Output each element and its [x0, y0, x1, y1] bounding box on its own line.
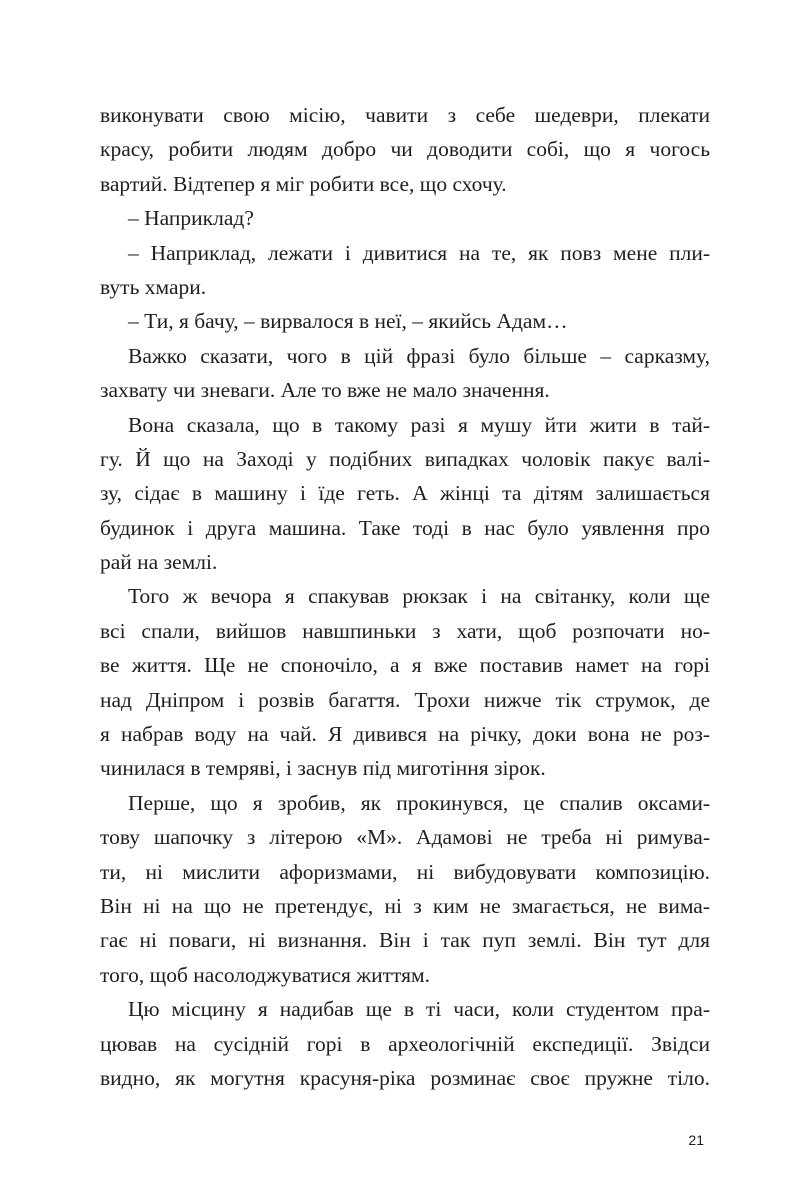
- text-line: над Дніпром і розвів багаття. Трохи нижче тік струмок, де: [100, 687, 710, 712]
- text-line: гає ні поваги, ні визнання. Він і так пуп землі. Він тут для: [100, 928, 710, 953]
- text-line: рай на землі.: [100, 550, 218, 575]
- text-line: зу, сідає в машину і їде геть. А жінці та дітям залишається: [100, 481, 710, 506]
- text-line: гу. Й що на Заході у подібних випадках чоловік пакує валі-: [100, 446, 710, 471]
- text-line: ти, ні мислити афоризмами, ні вибудовувати композицію.: [100, 859, 710, 884]
- text-line: всі спали, вийшов навшпиньки з хати, щоб розпочати но-: [100, 618, 710, 643]
- text-line: цював на сусідній горі в археологічній експедиції. Звідси: [100, 1031, 710, 1056]
- text-line: ве життя. Ще не споночіло, а я вже поставив намет на горі: [100, 653, 710, 678]
- text-line: того, щоб насолоджуватися життям.: [100, 962, 431, 987]
- text-line: Цю місцину я надибав ще в ті часи, коли студентом пра-: [128, 997, 710, 1022]
- text-line: Вона сказала, що в такому разі я мушу йти жити в тай-: [128, 412, 710, 437]
- text-line: – Наприклад, лежати і дивитися на те, як повз мене пли-: [128, 240, 710, 265]
- text-line: красу, робити людям добро чи доводити собі, що я чогось: [100, 137, 710, 162]
- body-text: [100, 98, 710, 1095]
- text-line: – Ти, я бачу, – вирвалося в неї, – якийсь Адам…: [128, 309, 568, 334]
- text-line: вуть хмари.: [100, 274, 207, 299]
- text-line: Того ж вечора я спакував рюкзак і на світанку, коли ще: [128, 584, 710, 609]
- text-line: видно, як могутня красуня-ріка розминає своє пружне тіло.: [100, 1065, 710, 1090]
- text-line: Він ні на що не претендує, ні з ким не змагається, не вима-: [100, 893, 710, 918]
- text-line: – Наприклад?: [128, 206, 254, 231]
- text-line: чинилася в темряві, і заснув під миготіння зірок.: [100, 756, 546, 781]
- text-line: будинок і друга машина. Таке тоді в нас було уявлення про: [100, 515, 710, 540]
- text-line: я набрав воду на чай. Я дивився на річку, доки вона не роз-: [100, 722, 710, 747]
- text-line: виконувати свою місію, чавити з себе шедеври, плекати: [100, 103, 710, 127]
- text-line: Перше, що я зробив, як прокинувся, це спалив оксами-: [128, 790, 710, 815]
- text-line: тову шапочку з літерою «М». Адамові не треба ні римува-: [100, 825, 710, 850]
- text-line: Важко сказати, чого в цій фразі було більше – сарказму,: [128, 343, 710, 368]
- text-line: вартий. Відтепер я міг робити все, що схочу.: [100, 171, 507, 196]
- page-number: 21: [688, 1132, 704, 1148]
- text-line: захвату чи зневаги. Але то вже не мало значення.: [100, 378, 550, 403]
